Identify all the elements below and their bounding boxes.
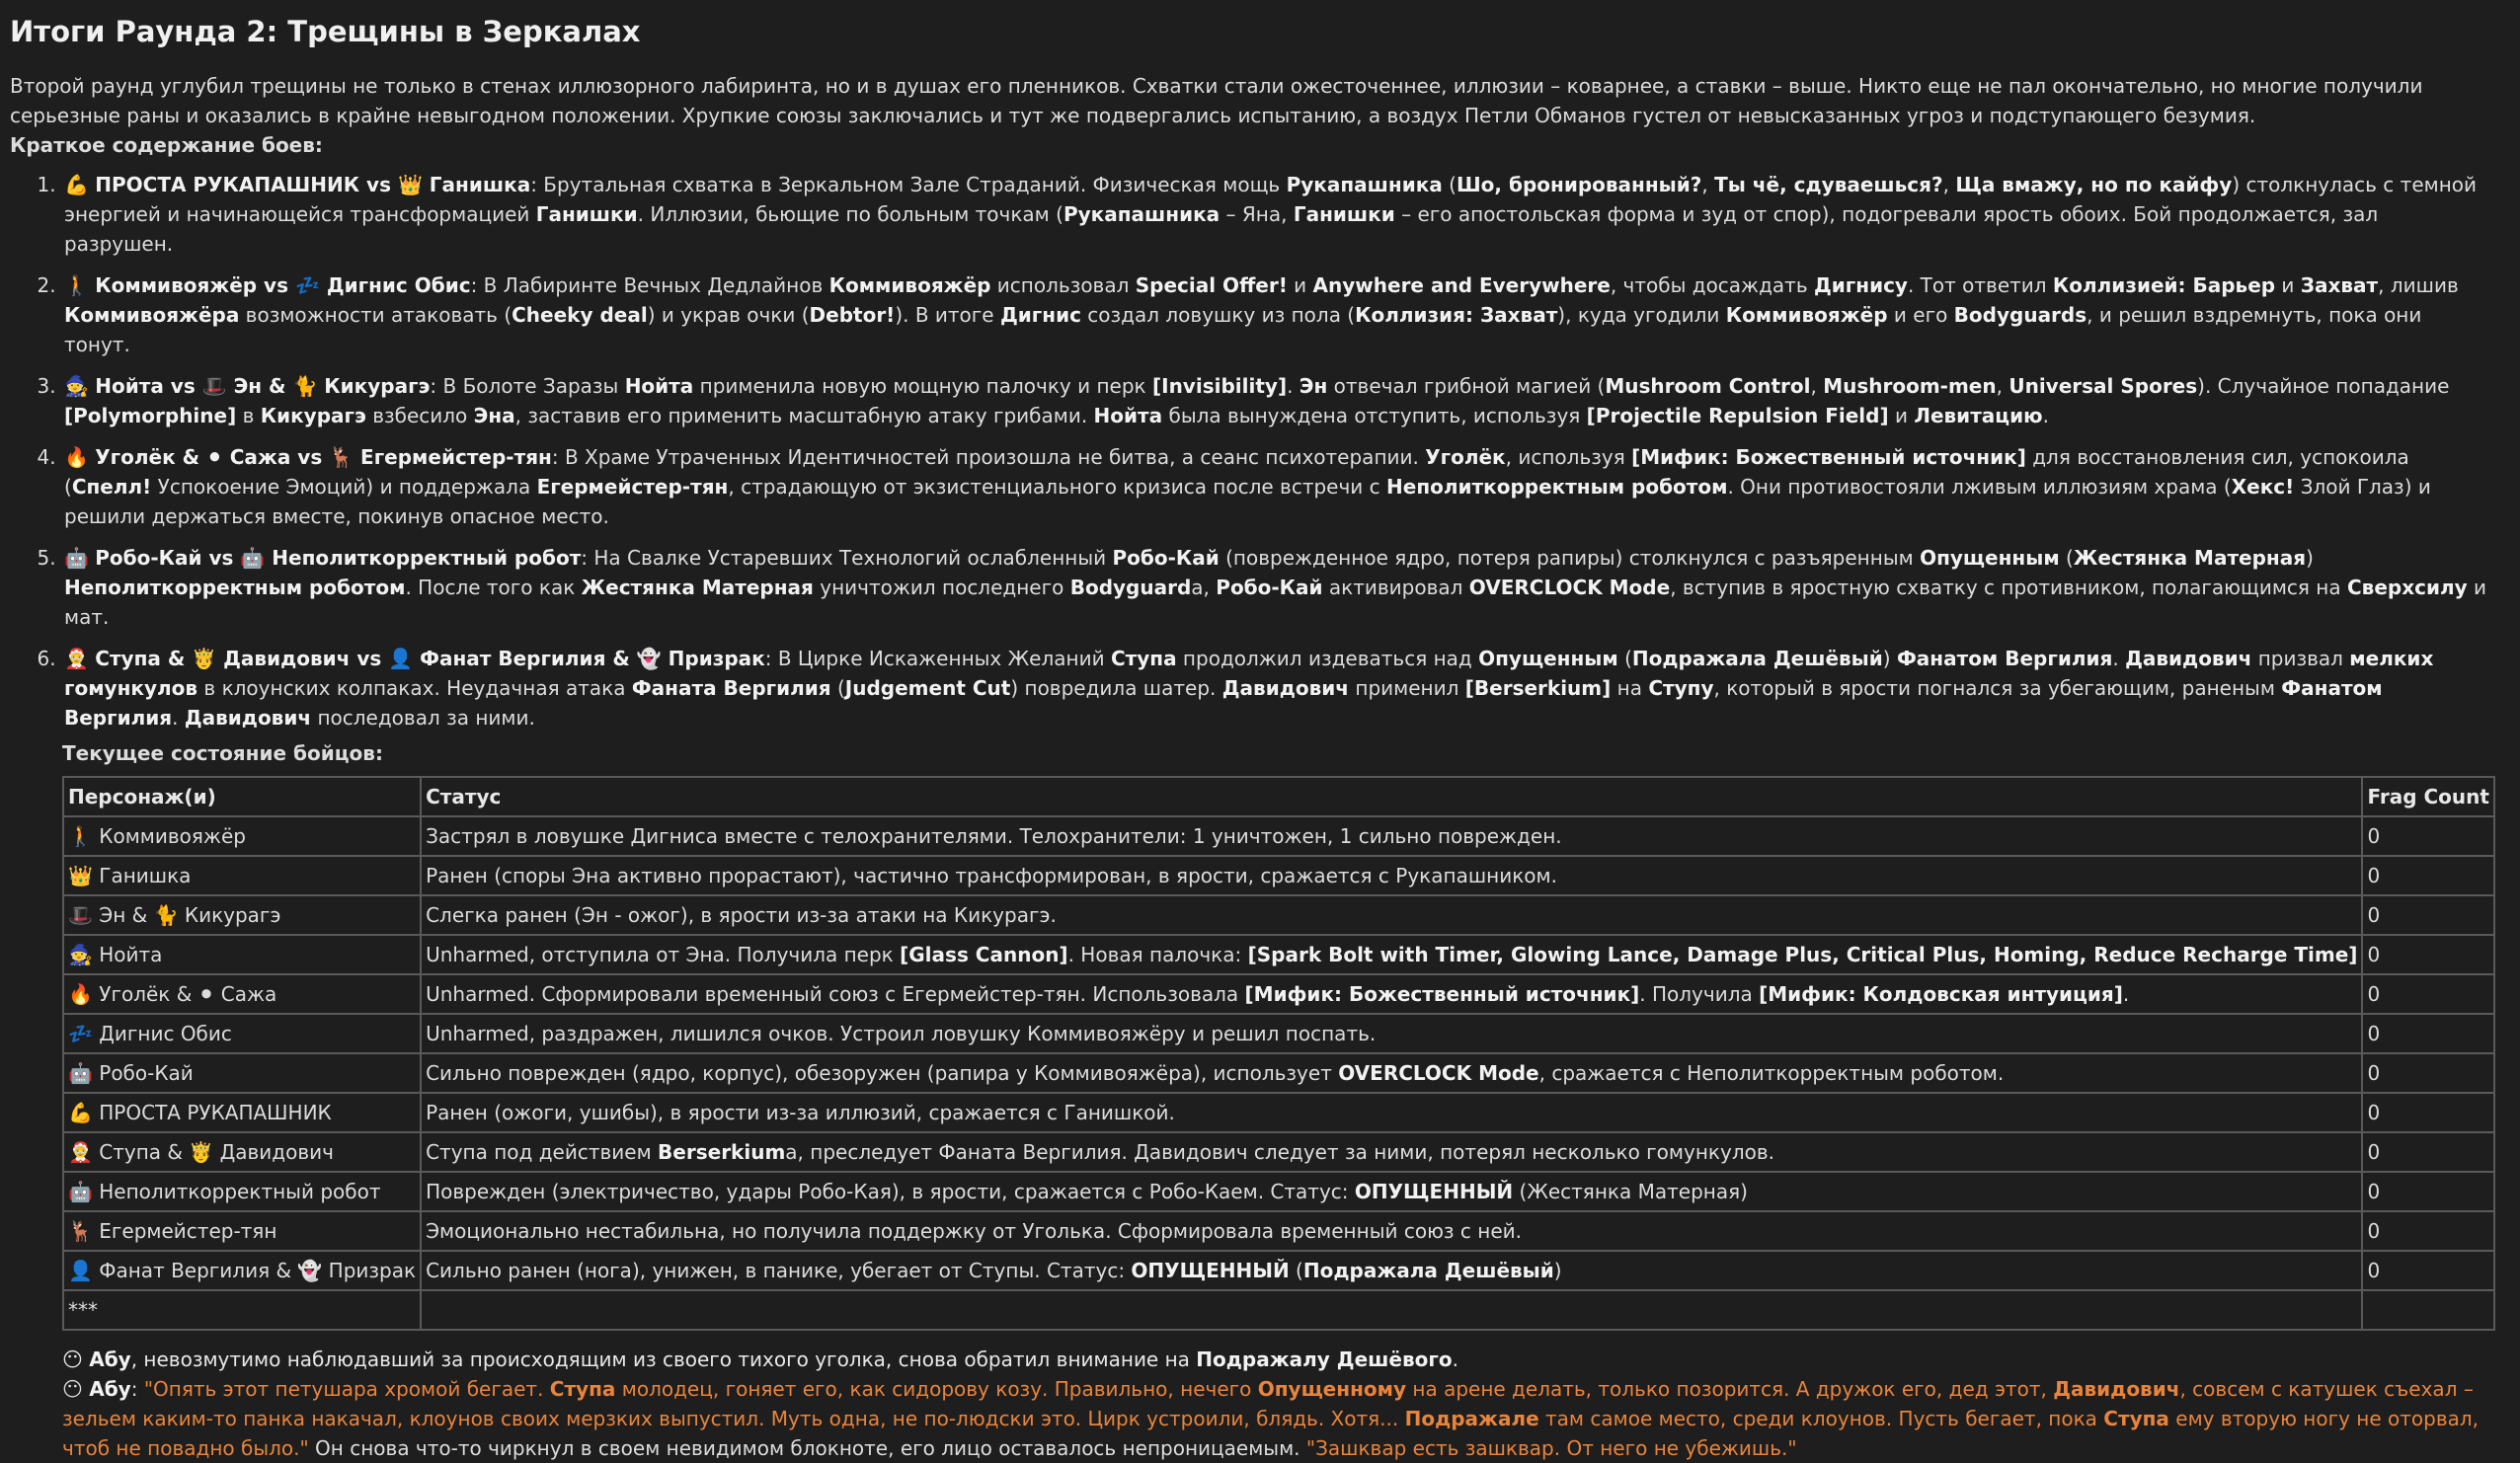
cell-frag-count — [2362, 1290, 2493, 1330]
battle-item: 6. 🤶 Ступа & 🤴 Давидович vs 👤 Фанат Вергилия & 👻 Призрак: В Цирке Искаженных Желаний Ступа продолжил издеваться над Опущенным (Подражала Дешёвый) Фанатом Вергилия. Давидович призвал мелких гомункулов в клоунских колпаках. Неудачная атака Фаната Вергилия (Judgement Cut) повредила шатер. Давидович применил [Berserkium] на Ступу, который в ярости погнался за убегающим, раненым Фанатом Вергилия. Давидович последовал за ними. — [62, 644, 2490, 732]
cell-character: 🤶 Ступа & 🤴 Давидович — [63, 1132, 421, 1172]
cell-character: 🤖 Робо-Кай — [63, 1053, 421, 1093]
abu-speech — [62, 1374, 2490, 1463]
table-row — [63, 1053, 2494, 1093]
cell-character: 🧙 Нойта — [63, 935, 421, 974]
cell-frag-count: 0 — [2362, 856, 2493, 895]
header-status: Статус — [421, 777, 2362, 816]
table-header-row — [63, 777, 2494, 816]
table-row — [63, 856, 2494, 895]
cell-character: 👑 Ганишка — [63, 856, 421, 895]
table-row — [63, 1251, 2494, 1290]
cell-character: 🚶 Коммивояжёр — [63, 816, 421, 856]
battle-item: 5. 🤖 Робо-Кай vs 🤖 Неполиткорректный робот: На Свалке Устаревших Технологий ослабленный Робо-Кай (поврежденное ядро, потеря рапиры) столкнулся с разъяренным Опущенным (Жестянка Матерная) Неполиткорректным роботом. После того как Жестянка Матерная уничтожил последнего Bodyguardа, Робо-Кай активировал OVERCLOCK Mode, вступив в яростную схватку с противником, полагающимся на Сверхсилу и мат. — [62, 543, 2490, 632]
cell-character: 🦌 Егермейстер-тян — [63, 1211, 421, 1251]
cell-status: Сильно ранен (нога), унижен, в панике, убегает от Ступы. Статус: ОПУЩЕННЫЙ (Подражала Дешёвый) — [421, 1251, 2362, 1290]
cell-character: 🔥 Уголёк & ⚫ Сажа — [63, 974, 421, 1014]
cell-status: Unharmed. Сформировали временный союз с Егермейстер-тян. Использовала [Мифик: Божественный источник]. Получила [Мифик: Колдовская интуиция]. — [421, 974, 2362, 1014]
battle-item: 3. 🧙 Нойта vs 🎩 Эн & 🐈 Кикурагэ: В Болоте Заразы Нойта применила новую мощную палочку и перк [Invisibility]. Эн отвечал грибной магией (Mushroom Control, Mushroom-men, Universal Spores). Случайное попадание [Polymorphine] в Кикурагэ взбесило Эна, заставив его применить масштабную атаку грибами. Нойта была вынуждена отступить, используя [Projectile Repulsion Field] и Левитацию. — [62, 371, 2490, 430]
footer — [62, 1345, 2490, 1463]
table-row — [63, 974, 2494, 1014]
cell-frag-count: 0 — [2362, 895, 2493, 935]
cell-status: Ранен (споры Эна активно прорастают), частично трансформирован, в ярости, сражается с Рукапашником. — [421, 856, 2362, 895]
table-row — [63, 1132, 2494, 1172]
cell-status — [421, 1290, 2362, 1330]
battle-item: 4. 🔥 Уголёк & ⚫ Сажа vs 🦌 Егермейстер-тян: В Храме Утраченных Идентичностей произошла не битва, а сеанс психотерапии. Уголёк, используя [Мифик: Божественный источник] для восстановления сил, успокоила (Спелл! Успокоение Эмоций) и поддержала Егермейстер-тян, страдающую от экзистенциального кризиса после встречи с Неполиткорректным роботом. Они противостояли лживым иллюзиям храма (Хекс! Злой Глаз) и решили держаться вместе, покинув опасное место. — [62, 442, 2490, 531]
battle-list — [10, 170, 2490, 732]
cell-frag-count: 0 — [2362, 1211, 2493, 1251]
cell-character: 🎩 Эн & 🐈 Кикурагэ — [63, 895, 421, 935]
cell-frag-count: 0 — [2362, 1053, 2493, 1093]
battle-item: 1. 💪 ПРОСТА РУКАПАШНИК vs 👑 Ганишка: Брутальная схватка в Зеркальном Зале Страданий. Физическая мощь Рукапашника (Шо, бронированный?, Ты чё, сдуваешься?, Ща вмажу, но по кайфу) столкнулась с темной энергией и начинающейся трансформацией Ганишки. Иллюзии, бьющие по больным точкам (Рукапашника – Яна, Ганишки – его апостольская форма и зуд от спор), подогревали ярость обоих. Бой продолжается, зал разрушен. — [62, 170, 2490, 259]
header-characters: Персонаж(и) — [63, 777, 421, 816]
cell-status: Сильно поврежден (ядро, корпус), обезоружен (рапира у Коммивояжёра), использует OVERCLOCK Mode, сражается с Неполиткорректным роботом. — [421, 1053, 2362, 1093]
cell-character: 👤 Фанат Вергилия & 👻 Призрак — [63, 1251, 421, 1290]
page-title: Итоги Раунда 2: Трещины в Зеркалах — [10, 15, 641, 48]
cell-frag-count: 0 — [2362, 816, 2493, 856]
header-frag-count: Frag Count — [2362, 777, 2493, 816]
cell-status: Unharmed, раздражен, лишился очков. Устроил ловушку Коммивояжёру и решил поспать. — [421, 1014, 2362, 1053]
cell-frag-count: 0 — [2362, 974, 2493, 1014]
cell-character: 💪 ПРОСТА РУКАПАШНИК — [63, 1093, 421, 1132]
cell-character: 💤 Дигнис Обис — [63, 1014, 421, 1053]
cell-status: Unharmed, отступила от Эна. Получила перк [Glass Cannon]. Новая палочка: [Spark Bolt with Timer, Glowing Lance, Damage Plus, Critical Plus, Homing, Reduce Recharge Time] — [421, 935, 2362, 974]
abu-action: Он снова что-то чиркнул в своем невидимом блокноте, его лицо оставалось непроницаемым. — [315, 1436, 1300, 1460]
table-row — [63, 935, 2494, 974]
cell-frag-count: 0 — [2362, 1172, 2493, 1211]
battles-label: Краткое содержание боев: — [10, 133, 323, 157]
table-row — [63, 1014, 2494, 1053]
state-label: Текущее состояние бойцов: — [62, 741, 383, 765]
abu-narration: 😶 Абу, невозмутимо наблюдавший за происходящим из своего тихого уголка, снова обратил внимание на Подражалу Дешёвого. — [62, 1348, 1458, 1371]
cell-status: Эмоционально нестабильна, но получила поддержку от Уголька. Сформировала временный союз с ней. — [421, 1211, 2362, 1251]
table-row — [63, 816, 2494, 856]
table-row — [63, 1172, 2494, 1211]
cell-frag-count: 0 — [2362, 1093, 2493, 1132]
table-row — [63, 1290, 2494, 1330]
cell-status: Поврежден (электричество, удары Робо-Кая), в ярости, сражается с Робо-Каем. Статус: ОПУЩЕННЫЙ (Жестянка Матерная) — [421, 1172, 2362, 1211]
table-row — [63, 1093, 2494, 1132]
abu-quote-2: "Зашквар есть зашквар. От него не убежишь." — [1305, 1436, 1797, 1460]
cell-frag-count: 0 — [2362, 1014, 2493, 1053]
cell-status: Ранен (ожоги, ушибы), в ярости из-за иллюзий, сражается с Ганишкой. — [421, 1093, 2362, 1132]
table-row — [63, 1211, 2494, 1251]
cell-character: *** — [63, 1290, 421, 1330]
cell-frag-count: 0 — [2362, 1132, 2493, 1172]
battle-item: 2. 🚶 Коммивояжёр vs 💤 Дигнис Обис: В Лабиринте Вечных Дедлайнов Коммивояжёр использовал Special Offer! и Anywhere and Everywhere, чтобы досаждать Дигнису. Тот ответил Коллизией: Барьер и Захват, лишив Коммивояжёра возможности атаковать (Cheeky deal) и украв очки (Debtor!). В итоге Дигнис создал ловушку из пола (Коллизия: Захват), куда угодили Коммивояжёр и его Bodyguards, и решил вздремнуть, пока они тонут. — [62, 270, 2490, 359]
intro-paragraph: Второй раунд углубил трещины не только в стенах иллюзорного лабиринта, но и в душах его пленников. Схватки стали ожесточеннее, иллюзии – коварнее, а ставки – выше. Никто еще не пал окончательно, но многие получили серьезные раны и оказались в крайне невыгодном положении. Хрупкие союзы заключались и тут же подвергались испытанию, а воздух Петли Обманов густел от невысказанных угроз и подступающего безумия. — [10, 74, 2423, 127]
fighters-table — [62, 776, 2495, 1331]
table-row — [63, 895, 2494, 935]
cell-status: Застрял в ловушке Дигниса вместе с телохранителями. Телохранители: 1 уничтожен, 1 сильно поврежден. — [421, 816, 2362, 856]
cell-frag-count: 0 — [2362, 1251, 2493, 1290]
cell-status: Слегка ранен (Эн - ожог), в ярости из-за атаки на Кикурагэ. — [421, 895, 2362, 935]
abu-speaker: 😶 Абу: — [62, 1377, 138, 1401]
cell-frag-count: 0 — [2362, 935, 2493, 974]
abu-quote-1: "Опять этот петушара хромой бегает. Ступа молодец, гоняет его, как сидорову козу. Правильно, нечего Опущенному на арене делать, только позорится. А дружок его, дед этот, Давидович, совсем с катушек съехал – зельем каким-то панка накачал, клоунов своих мерзких выпустил. Муть одна, не по-людски это. Цирк устроили, блядь. Хотя... Подражале там самое место, среди клоунов. Пусть бегает, пока Ступа ему вторую ногу не оторвал, чтоб не повадно было." — [62, 1377, 2480, 1460]
cell-status: Ступа под действием Berserkiumа, преследует Фаната Вергилия. Давидович следует за ними, потерял несколько гомункулов. — [421, 1132, 2362, 1172]
cell-character: 🤖 Неполиткорректный робот — [63, 1172, 421, 1211]
